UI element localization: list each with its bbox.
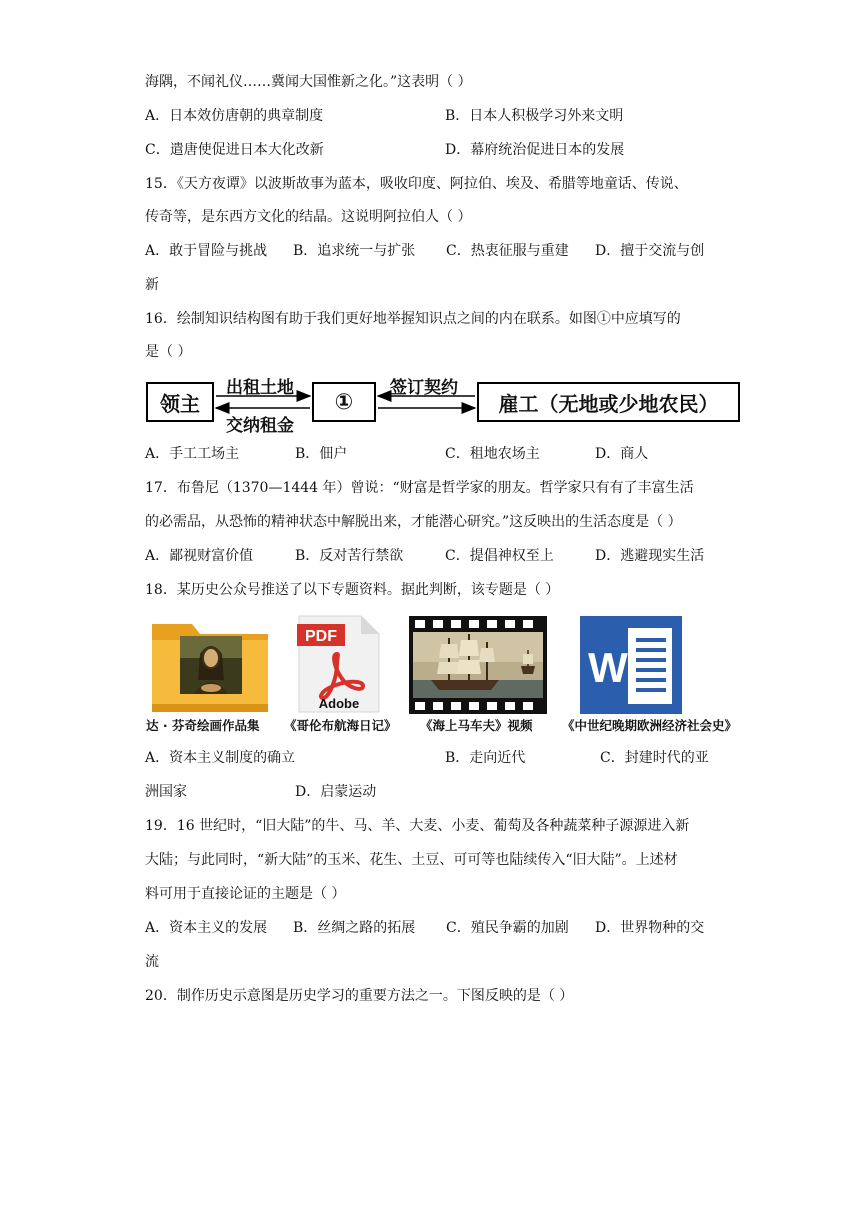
q19-option-d: D．世界物种的交: [595, 920, 705, 936]
q14-option-a: A．日本效仿唐朝的典章制度: [145, 108, 324, 124]
word-document-icon: [578, 614, 684, 714]
folder-icon: [148, 614, 272, 714]
q15-stem-line1: 15．《天方夜谭》以波斯故事为蓝本，吸收印度、阿拉伯、埃及、希腊等地童话、传说、: [145, 176, 688, 192]
diagram-box-laborer: 雇工（无地或少地农民）: [477, 382, 740, 422]
q17-option-a: A．鄙视财富价值: [145, 548, 254, 564]
adobe-text: Adobe: [318, 696, 360, 711]
caption-medieval-economic-history: 《中世纪晚期欧洲经济社会史》: [562, 718, 738, 733]
q19-stem-line2: 大陆；与此同时，“新大陆”的玉米、花生、土豆、可可等也陆续传入“旧大陆”。上述材: [145, 852, 678, 868]
diagram-box-blank: ①: [312, 382, 376, 422]
q18-option-c: C．封建时代的亚: [600, 750, 709, 766]
q15-option-a: A．敢于冒险与挑战: [145, 243, 268, 259]
q17-stem-line1: 17．布鲁尼（1370—1444 年）曾说：“财富是哲学家的朋友。哲学家只有有了丰富生活: [145, 480, 694, 496]
q16-option-b: B．佃户: [295, 446, 348, 462]
mona-lisa-icon: [180, 636, 242, 694]
q14-option-b: B．日本人积极学习外来文明: [445, 108, 624, 124]
q18-option-b: B．走向近代: [445, 750, 526, 766]
q16-option-d: D．商人: [595, 446, 649, 462]
q16-option-a: A．手工工场主: [145, 446, 240, 462]
q19-stem-line3: 料可用于直接论证的主题是（ ）: [145, 886, 346, 902]
diagram-label-pay-rent: 交纳租金: [226, 416, 294, 436]
q14-stem: 海隅，不闻礼仪……冀闻大国惟新之化。”这表明（ ）: [145, 74, 472, 90]
q17-stem-line2: 的必需品，从恐怖的精神状态中解脱出来，才能潜心研究。”这反映出的生活态度是（ ）: [145, 514, 682, 530]
q16-stem-line2: 是（ ）: [145, 344, 192, 360]
q14-option-c: C．遣唐使促进日本大化改新: [145, 142, 324, 158]
q19-stem-line1: 19．16 世纪时，“旧大陆”的牛、马、羊、大麦、小麦、葡萄及各种蔬菜种子源源进入新: [145, 818, 690, 834]
q17-option-b: B．反对苦行禁欲: [295, 548, 404, 564]
q20-stem: 20．制作历史示意图是历史学习的重要方法之一。下图反映的是（ ）: [145, 988, 574, 1004]
pdf-badge-text: PDF: [305, 628, 337, 645]
word-letter: W: [588, 644, 628, 691]
q18-option-a: A．资本主义制度的确立: [145, 750, 296, 766]
q19-option-b: B．丝绸之路的拓展: [293, 920, 416, 936]
diagram-label-sign-contract: 签订契约: [390, 378, 458, 398]
q16-knowledge-diagram: [146, 370, 742, 434]
q15-stem-line2: 传奇等，是东西方文化的结晶。这说明阿拉伯人（ ）: [145, 209, 472, 225]
sailing-ship-icon: [413, 632, 543, 698]
caption-sea-coachman-video: 《海上马车夫》视频: [420, 718, 533, 733]
q18-option-c-continued: 洲国家: [145, 784, 187, 800]
diagram-box-lord: 领主: [146, 382, 214, 422]
q18-stem: 18．某历史公众号推送了以下专题资料。据此判断，该专题是（ ）: [145, 582, 560, 598]
q15-option-d-continued: 新: [145, 277, 159, 293]
q17-option-d: D．逃避现实生活: [595, 548, 705, 564]
q14-option-d: D．幕府统治促进日本的发展: [445, 142, 625, 158]
q16-stem-line1: 16．绘制知识结构图有助于我们更好地举握知识点之间的内在联系。如图①中应填写的: [145, 311, 681, 327]
q19-option-a: A．资本主义的发展: [145, 920, 268, 936]
q19-option-d-continued: 流: [145, 954, 159, 970]
q15-option-d: D．擅于交流与创: [595, 243, 705, 259]
q18-option-d: D．启蒙运动: [295, 784, 377, 800]
q17-option-c: C．提倡神权至上: [445, 548, 554, 564]
q19-option-c: C．殖民争霸的加剧: [446, 920, 569, 936]
q15-option-c: C．热衷征服与重建: [446, 243, 569, 259]
q16-option-c: C．租地农场主: [445, 446, 540, 462]
caption-da-vinci: 达 · 芬奇绘画作品集: [146, 718, 260, 733]
diagram-label-rent-land: 出租土地: [226, 378, 294, 398]
pdf-file-icon: [289, 614, 385, 714]
q15-option-b: B．追求统一与扩张: [293, 243, 416, 259]
caption-columbus-diary: 《哥伦布航海日记》: [284, 718, 397, 733]
film-strip-video-icon: [409, 614, 547, 714]
